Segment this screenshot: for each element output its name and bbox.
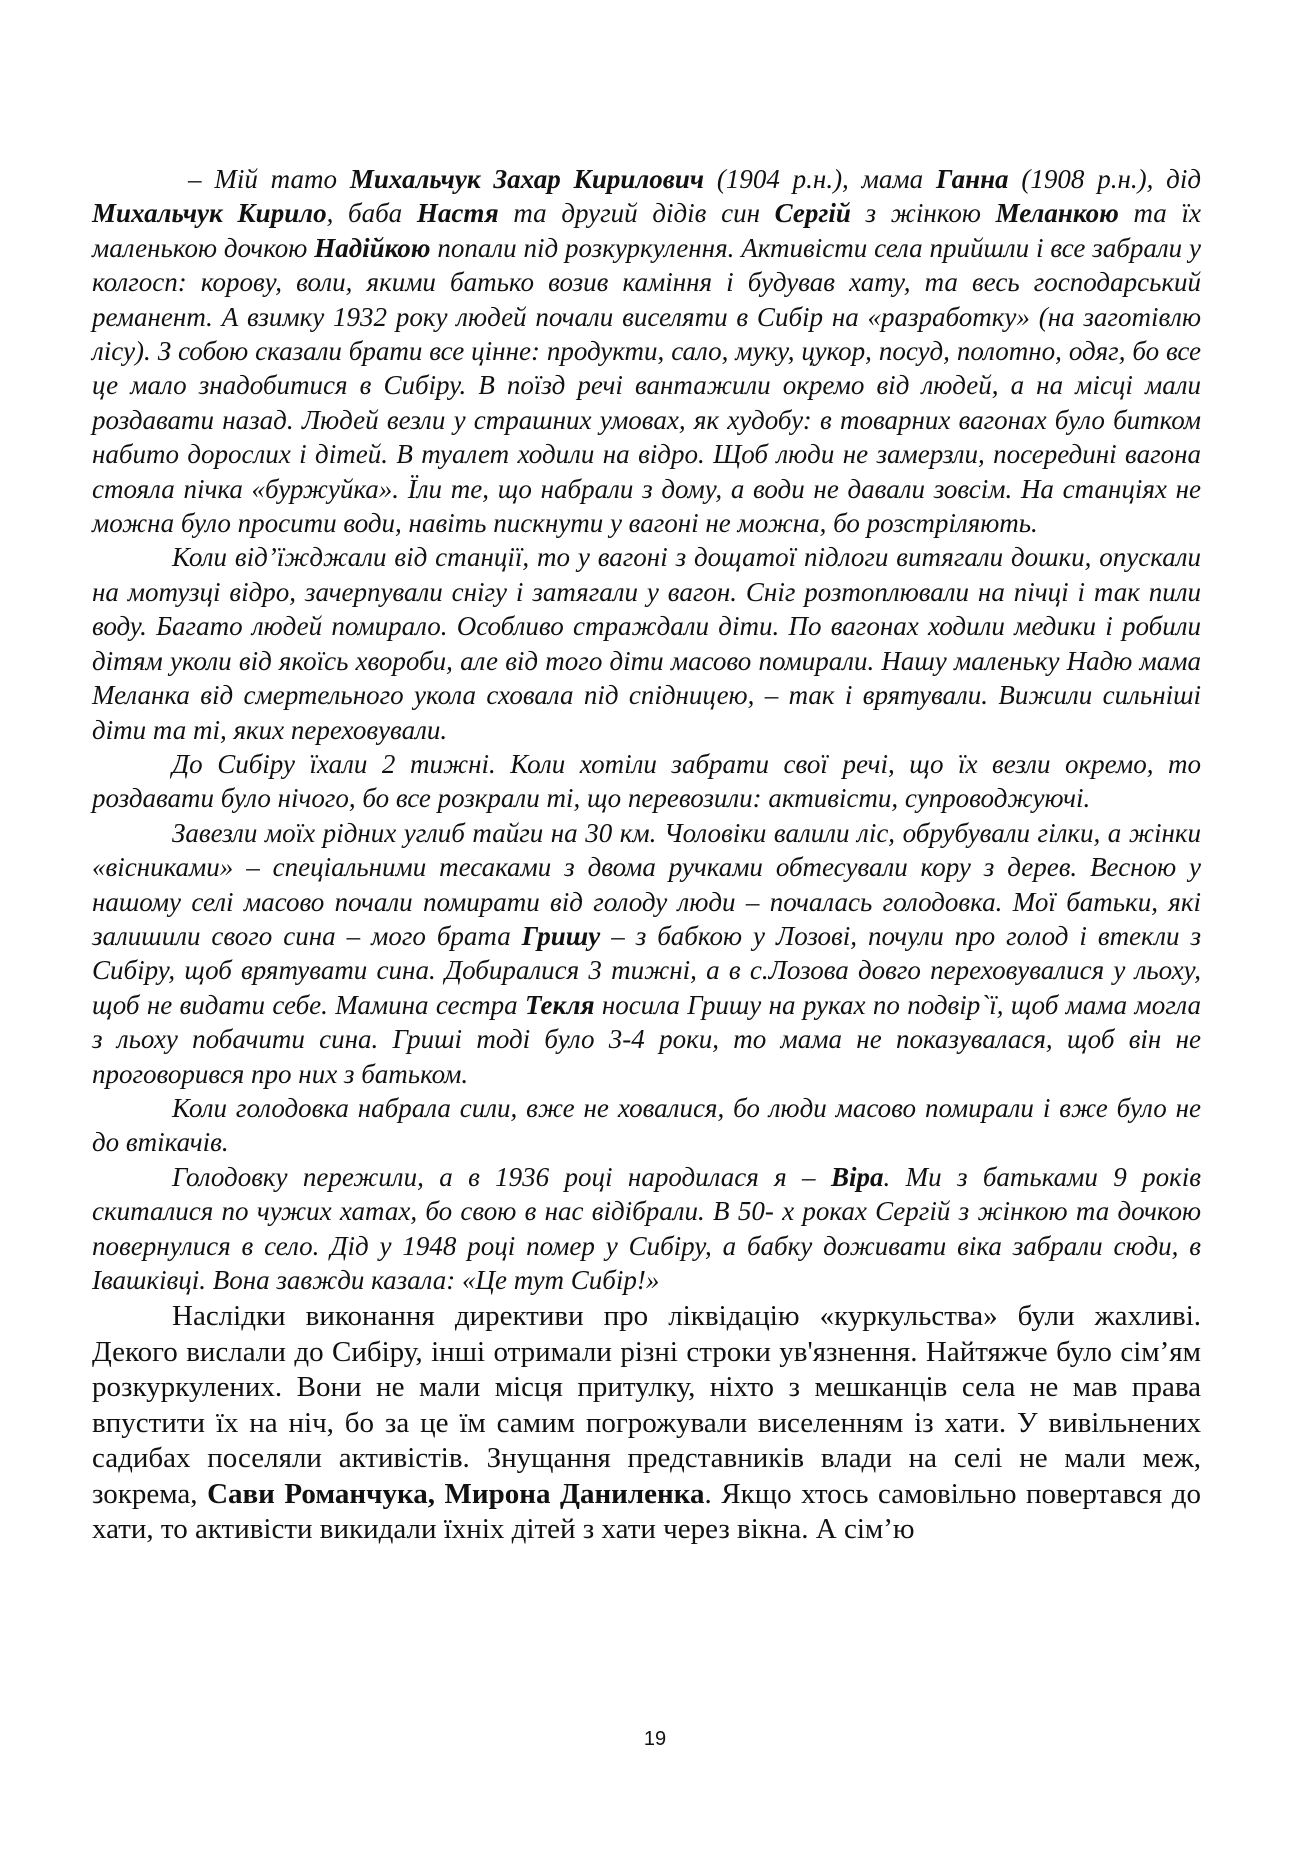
text-run: – Мій тато bbox=[188, 164, 350, 194]
text-run: . Якщо хтось самовільно повертався до хати, то активісти викидали їхніх дітей з хати через вікна. А сім’ю bbox=[92, 1477, 1201, 1546]
text-run: Коли від’їжджали від станції, то у вагоні з дощатої підлоги витягали дошки, опускали на мотузці відро, зачерпували снігу і затягали у вагон. Сніг розтоплювали на пічці і так пили воду. Багато людей помирало. Особливо страждали діти. По вагонах ходили медики і робили дітям уколи від якоїсь хвороби, але від того діти масово помирали. Нашу маленьку Надю мама Меланка від смертельного укола сховала під спідницею, – так і врятували. Вижили сильніші діти та ті, яких переховували. bbox=[92, 542, 1201, 745]
bold-name: Ганна bbox=[935, 164, 1009, 194]
text-run: До Сибіру їхали 2 тижні. Коли хотіли забрати свої речі, що їх везли окремо, то роздавати було нічого, бо все розкрали ті, що перевозили: активісти, супроводжуючі. bbox=[92, 748, 1201, 814]
text-run: попали під розкуркулення. Активісти села прийшли і все забрали у колгосп: корову, воли, якими батько возив каміння і будував хату, та весь господарський реманент. А взимку 1932 року людей почали виселяти в Сибір на «разработку» (на заготівлю лісу). З собою сказали брати все цінне: продукти, сало, муку, цукор, посуд, полотно, одяг, бо все це мало знадобитися в Сибіру. В поїзд речі вантажили окремо від людей, а на місці мали роздавати назад. Людей везли у страшних умовах, як худобу: в товарних вагонах було битком набито дорослих і дітей. В туалет ходили на відро. Щоб люди не замерзли, посередині вагона стояла пічка «буржуйка». Їли те, що набрали з дому, а води не давали зовсім. На станціях не можна було просити води, навіть пискнути у вагоні не можна, бо розстріляють. bbox=[92, 232, 1201, 539]
text-run: носила Гришу на руках по подвір`ї, щоб мама могла з льоху побачити сина. Гриші тоді було 3-4 роки, то мама не показувалася, щоб він не проговорився про них з батьком. bbox=[92, 989, 1202, 1089]
text-run: Коли голодовка набрала сили, вже не ховалися, бо люди масово помирали і вже було не до втікачів. bbox=[92, 1092, 1201, 1158]
testimony-paragraph bbox=[92, 540, 1201, 746]
bold-name: Сергій bbox=[774, 198, 851, 229]
text-run: – з бабкою у Лозові, почули про голод і втекли з Сибіру, щоб врятувати сина. Добиралися 3 тижні, а в с.Лозова довго переховувалися у льоху, щоб не видати себе. Мамина сестра bbox=[92, 920, 1201, 1020]
bold-name: Михальчук Кирило bbox=[92, 198, 327, 229]
testimony-paragraph bbox=[92, 816, 1201, 1091]
bold-name: Надійкою bbox=[314, 232, 431, 263]
bold-name: Віра bbox=[830, 1161, 884, 1192]
testimony-paragraph bbox=[92, 1160, 1201, 1298]
testimony-section bbox=[92, 162, 1201, 1297]
text-run: з жінкою bbox=[850, 198, 996, 229]
bold-name: Меланкою bbox=[995, 198, 1119, 229]
testimony-paragraph bbox=[92, 1091, 1201, 1160]
bold-name: Настя bbox=[416, 198, 499, 229]
page-number: 19 bbox=[643, 1728, 667, 1750]
document-page bbox=[92, 162, 1201, 1548]
text-run: . Ми з батьками 9 років скиталися по чужих хатах, бо свою в нас відібрали. В 50- х роках Сергій з жінкою та дочкою повернулися в село. Дід у 1948 році помер у Сибіру, а бабку доживати віка забрали сюди, в Івашківці. Вона завжди казала: «Це тут Сибір!» bbox=[92, 1161, 1201, 1295]
text-run: Завезли моїх рідних углиб тайги на 30 км. Чоловіки валили ліс, обрубували гілки, а жінки «вісниками» – спеціальними тесаками з двома ручками обтесували кору з дерев. Весною у нашому селі масово почали помирати від голоду люди – почалась голодовка. Мої батьки, які залишили свого сина – мого брата bbox=[92, 817, 1201, 951]
text-run: Голодовку пережили, а в 1936 році народилася я – bbox=[172, 1161, 831, 1192]
testimony-paragraph bbox=[92, 747, 1201, 816]
bold-name: Сави Романчука, Мирона Даниленка bbox=[207, 1477, 705, 1510]
text-run: , баба bbox=[326, 198, 417, 229]
text-run: (1908 р.н.), дід bbox=[1008, 164, 1202, 194]
narrative-section bbox=[92, 1299, 1201, 1548]
testimony-paragraph bbox=[92, 162, 1201, 540]
text-run: Наслідки виконання директиви про ліквідацію «куркульства» були жахливі. Декого вислали до Сибіру, інші отримали різні строки ув'язнення. Найтяжче було сім’ям розкуркулених. Вони не мали місця притулку, ніхто з мешканців села не мав права впустити їх на ніч, бо за це їм самим погрожували виселенням із хати. У вивільнених садибах поселяли активістів. Знущання представників влади на селі не мали меж, зокрема, bbox=[92, 1300, 1201, 1510]
narrative-paragraph bbox=[92, 1299, 1201, 1548]
text-run: та їх маленькою дочкою bbox=[92, 198, 1201, 263]
bold-name: Гришу bbox=[521, 920, 601, 951]
bold-name: Михальчук Захар Кирилович bbox=[349, 164, 705, 194]
bold-name: Текля bbox=[525, 989, 595, 1020]
text-run: та другий дідів син bbox=[498, 198, 775, 229]
text-run: (1904 р.н.), мама bbox=[704, 164, 936, 194]
